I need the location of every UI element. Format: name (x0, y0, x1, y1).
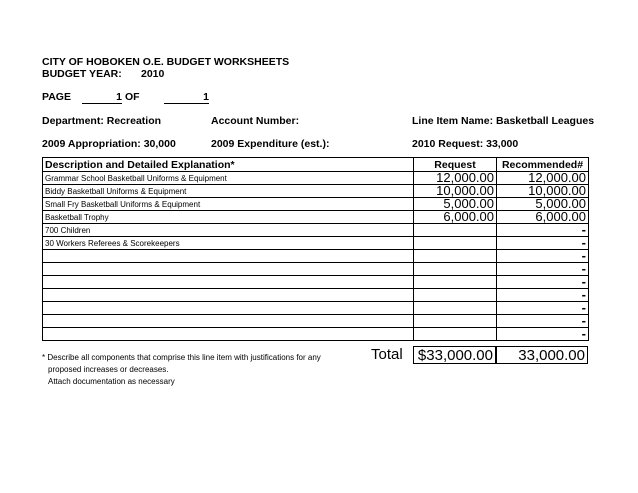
expenditure-label: 2009 Expenditure (est.): (211, 138, 330, 150)
table-row (43, 315, 589, 328)
row-recommended: - (497, 315, 589, 328)
note-line-3: Attach documentation as necessary (48, 377, 175, 386)
table-row (43, 302, 589, 315)
row-description (43, 328, 414, 341)
row-recommended: - (497, 237, 589, 250)
table-row (43, 328, 589, 341)
page-total (164, 91, 209, 104)
page-title: CITY OF HOBOKEN O.E. BUDGET WORKSHEETS (42, 56, 290, 68)
row-recommended: - (497, 302, 589, 315)
budget-year-label: BUDGET YEAR: (42, 68, 122, 80)
row-request (414, 276, 497, 289)
row-recommended: 5,000.00 (497, 198, 589, 211)
row-description: Grammar School Basketball Uniforms & Equipment (43, 172, 414, 185)
table-row (43, 172, 589, 185)
row-description: Biddy Basketball Uniforms & Equipment (43, 185, 414, 198)
table-row (43, 263, 589, 276)
row-recommended: - (497, 276, 589, 289)
row-description: 30 Workers Referees & Scorekeepers (43, 237, 414, 250)
row-request (414, 237, 497, 250)
table-row (43, 211, 589, 224)
table-row (43, 276, 589, 289)
table-header-row (43, 158, 589, 172)
row-recommended: - (497, 328, 589, 341)
row-request: 10,000.00 (414, 185, 497, 198)
table-row (43, 250, 589, 263)
table-row (43, 198, 589, 211)
row-request (414, 263, 497, 276)
row-recommended: - (497, 250, 589, 263)
header-request: Request (414, 158, 497, 172)
budget-table (42, 157, 589, 341)
page-total-value: 1 (164, 91, 209, 104)
row-recommended: 6,000.00 (497, 211, 589, 224)
request-label: 2010 Request: 33,000 (412, 138, 519, 150)
table-row (43, 237, 589, 250)
row-description (43, 315, 414, 328)
row-request (414, 328, 497, 341)
row-request (414, 302, 497, 315)
header-description: Description and Detailed Explanation* (43, 158, 414, 172)
row-request: 6,000.00 (414, 211, 497, 224)
total-request: $33,000.00 (413, 346, 496, 364)
page-label: PAGE (42, 91, 71, 103)
note-line-2: proposed increases or decreases. (48, 365, 169, 374)
row-description: Small Fry Basketball Uniforms & Equipment (43, 198, 414, 211)
row-request: 5,000.00 (414, 198, 497, 211)
row-request (414, 315, 497, 328)
row-description: Basketball Trophy (43, 211, 414, 224)
row-recommended: - (497, 263, 589, 276)
row-request: 12,000.00 (414, 172, 497, 185)
row-description (43, 263, 414, 276)
row-request (414, 224, 497, 237)
total-recommended: 33,000.00 (496, 346, 588, 364)
row-recommended: - (497, 224, 589, 237)
note-line-1: * Describe all components that comprise this line item with justifications for any (42, 353, 321, 362)
total-label: Total (371, 346, 403, 363)
page-number-value: 1 (82, 91, 122, 104)
table-row (43, 224, 589, 237)
row-recommended: 10,000.00 (497, 185, 589, 198)
row-request (414, 250, 497, 263)
table-row (43, 289, 589, 302)
row-recommended: 12,000.00 (497, 172, 589, 185)
row-description (43, 250, 414, 263)
header-recommended: Recommended# (497, 158, 589, 172)
page-number (82, 91, 122, 104)
line-item-label: Line Item Name: Basketball Leagues (412, 115, 595, 127)
row-description (43, 289, 414, 302)
row-recommended: - (497, 289, 589, 302)
budget-year-value: 2010 (141, 68, 165, 80)
appropriation-label: 2009 Appropriation: 30,000 (42, 138, 176, 150)
of-label: OF (125, 91, 140, 103)
row-request (414, 289, 497, 302)
table-row (43, 185, 589, 198)
department-label: Department: Recreation (42, 115, 162, 127)
row-description: 700 Children (43, 224, 414, 237)
row-description (43, 276, 414, 289)
account-number-label: Account Number: (211, 115, 300, 127)
row-description (43, 302, 414, 315)
